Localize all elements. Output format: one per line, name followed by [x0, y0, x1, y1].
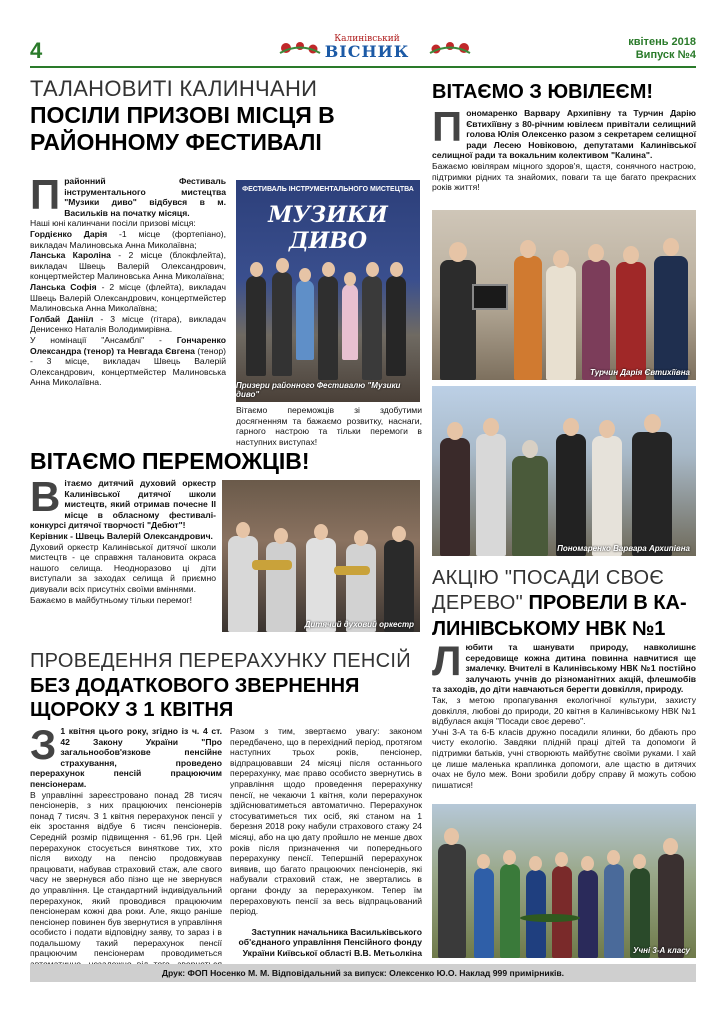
- header-rule: [30, 66, 696, 68]
- orchestra-photo-caption: Дитячий духовий оркестр: [304, 620, 414, 629]
- tree-p1: Так, з метою пропагування екологічної культури, захисту довкілля, любові до природи, 20 квітня в Калинівському НВК №1 відбулася акція "Посади своє дерево".: [432, 694, 696, 727]
- pension-kicker: ПРОВЕДЕННЯ ПЕРЕРАХУНКУ ПЕНСІЙ: [30, 650, 411, 672]
- issue-date: квітень 2018: [628, 36, 696, 48]
- pension-article: [30, 648, 422, 722]
- pension-col2: [230, 726, 422, 958]
- pension-col2-body: Разом з тим, звертаємо увагу: законом передбачено, що в перехідний період, протягом наступних трьох років, пенсіонер, відпрацювавши 24 місяці після останнього перерахунку, має право особисто звернутись в управління щодо проведення перерахунку пенсії, не чекаючи 1 квітня, коли перерахунок здійснюватиметься автоматично. Перерахунок стосуватиметься тих осіб, які станом на 1 березня 2018 року набули страхового стажу 24 місяці, або на цю дату пройшло не менше двох років після призначення чи попереднього перерахунку пенсії. Тепершній перерахунок виявив, що багато працюючих пенсіонерів, які набували страховий стаж, не звертались в органи фонду за перерахунком. Тепер їм перераховують пенсії за весь відпрацьований період.: [230, 726, 422, 917]
- winners-lead: ітаємо дитячий духовий оркестр Калинівської дитячої школи мистецтв, який отримав почесне ІІ місце в обласному фестивалі-конкурсі дитячої творчості "Дебют"!: [30, 478, 216, 531]
- tree-lead: юбити та шанувати природу, навколишнє середовище кожна дитина повинна навчитися ще змалечку. Вчителі в Калинівському НВК №1 постійно залучають учнів до різноманітних акцій, флешмобів та заходів, до діти навчаються берегти довкілля, природу.: [432, 642, 696, 695]
- jubilee-photo1-caption: Турчин Дарія Євтихіївна: [590, 368, 690, 377]
- pension-lead: 1 квітня цього року, згідно із ч. 4 ст. 42 Закону України "Про загальнообов'язкове пенсійне страхування, проведено перерахунок пенсій працюючим пенсіонерам.: [30, 726, 222, 789]
- tree-article: [432, 566, 696, 641]
- pension-title-line1: БЕЗ ДОДАТКОВОГО ЗВЕРНЕННЯ: [30, 675, 360, 697]
- floral-ornament-right-icon: [428, 38, 472, 58]
- festival-title-line1: ПОСІЛИ ПРИЗОВІ МІСЦЯ В: [30, 102, 335, 128]
- tree-photo: [432, 804, 696, 958]
- pension-dropcap: З: [30, 721, 57, 768]
- pension-col1: [30, 721, 222, 980]
- festival-winner-2: Ланська Кароліна - 2 місце (блокфлейта), викладач Швець Валерій Олександрович, концертмейстер Малиновська Анна Миколаївна;: [30, 250, 226, 282]
- festival-winner-1: Гордієнко Дарія -1 місце (фортепіано), викладач Малиновська Анна Миколаївна;: [30, 228, 227, 250]
- newspaper-logo: [292, 34, 442, 62]
- jubilee-photo-ponomarenko: [432, 386, 696, 556]
- pension-signature: Заступник начальника Васильківського об'єднаного управління Пенсійного фонду України Київської області В.В. Метьолкіна: [238, 926, 422, 958]
- festival-photo: [236, 180, 420, 402]
- issue-info: [628, 36, 696, 62]
- jubilee-title: ВІТАЄМО З ЮВІЛЕЄМ!: [432, 81, 654, 103]
- winners-title: ВІТАЄМО ПЕРЕМОЖЦІВ!: [30, 448, 310, 474]
- imprint-footer: Друк: ФОП Носенко М. М. Відповідальний за випуск: Олексенко Ю.О. Наклад 999 примірників.: [30, 964, 696, 982]
- logo-title: ВІСНИК: [324, 42, 410, 61]
- festival-lead: районний Фестиваль інструментального мистецтва "Музики диво" відбувся в м. Васильків на початку місяця.: [64, 176, 226, 218]
- festival-ensemble: У номінації "Ансамблі" - Гончаренко Олександра (тенор) та Невгада Євгена (тенор) - 3 місце, викладач Швець Валерій Олександрович, концертмейстер Малиновська Анна Миколаївна.: [30, 334, 226, 388]
- jubilee-article: [432, 80, 696, 104]
- jubilee-photo-turchyn: [432, 210, 696, 380]
- tree-title-line2: ДЕРЕВО" ПРОВЕЛИ В КА-: [432, 592, 687, 614]
- jubilee-wish: Бажаємо ювілярам міцного здоров'я, щастя, сонячного настрою, підтримки рідних та знайомих, поваги та ще багато прекрасних років життя!: [432, 160, 696, 193]
- festival-dropcap: П: [30, 171, 61, 218]
- festival-banner-small: ФЕСТИВАЛЬ ІНСТРУМЕНТАЛЬНОГО МИСТЕЦТВА: [242, 186, 414, 193]
- tree-photo-caption: Учні 3-А класу: [633, 946, 690, 955]
- festival-photo-caption: Призери районного Фестивалю "Музики диво": [236, 381, 401, 399]
- tree-title-line3: ЛИНІВСЬКОМУ НВК №1: [432, 618, 666, 640]
- masthead: [30, 34, 696, 70]
- festival-banner-big: МУЗИКИ ДИВО: [268, 202, 388, 254]
- pension-title-line2: ЩОРОКУ З 1 КВІТНЯ: [30, 699, 234, 721]
- festival-intro: Наші юні калинчани посіли призові місця:: [30, 218, 196, 229]
- pension-col1-body: В управлінні зареєстровано понад 28 тисяч пенсіонерів, з них працюючих пенсіонерів понад 7 тисяч. З 1 квітня перерахунок пенсії у еік зростання відбуе 6 тисяч пенсіонерів. Середній розмір підвищення - 61,96 грн. Цей перерахунок стосується виняткове тих, хто після виходу на пенсію продовжував працювати, набував страховий стаж, але свого часу не звернувся або пізно ще не звернувся до управління. Це стандартний індивідуальний перерахунок, який проводився працюючим пенсіонерам кожні два роки. Але, якщо раніше пенсіонер повинен був звернутися в управління особисто і подати відповідну заяву, то зараз і в подальшому такий перерахунок пенсії працюючим пенсіонерам проводиметься: [30, 789, 222, 959]
- issue-number: Випуск №4: [635, 49, 696, 61]
- winners-article: [30, 448, 422, 475]
- festival-winner-3: Ланська Софія - 2 місце (флейта), викладач Швець Валерій Олександрович, концертмейстер Малиновська Анна Миколаївна;: [30, 281, 226, 314]
- jubilee-lead: ономаренко Варвару Архипівну та Турчин Дарію Євтихіївну з 80-річним ювілеєм привітали селищний голова Юлія Олексенко разом з секретарем селищної ради Лесею Новіковою, депутатами Калинівської селищної ради та вокальним колективом "Калина".: [432, 108, 696, 161]
- jubilee-dropcap: П: [432, 103, 463, 150]
- festival-title-line2: РАЙОННОМУ ФЕСТИВАЛІ: [30, 129, 322, 155]
- festival-kicker: ТАЛАНОВИТІ КАЛИНЧАНИ: [30, 76, 318, 101]
- logo-subtitle: Калинівський: [334, 34, 400, 44]
- tree-p2: Учні 3-А та 6-Б класів дружно посадили ялинки, бо дбають про чисту екологію. Завдяки плідній праці дітей та допомоги й підтримки батьків, учні створюють майбутнє своїми руками. І хай це лише маленька краплинка допомоги, але щастю в дитячих очах не було меж. Вони зробили добру справу й можуть собою пишатися!: [432, 726, 696, 790]
- jubilee-photo2-caption: Пономаренко Варвара Архипівна: [557, 544, 690, 553]
- winners-body: Духовий оркестр Калинівської дитячої школи мистецтв - це справжня талановита окраса нашого селища. Неодноразово ці діти виступали за заходах селища й приємно дивували всіх присутніх своїми вміннями.: [30, 541, 216, 594]
- festival-closing: Вітаємо переможців зі здобутими досягненням та бажаємо розвитку, наснаги, гарного настрою та тільки перемоги в наступних виступах!: [236, 405, 422, 447]
- festival-article: [30, 76, 422, 156]
- tree-text: [432, 637, 696, 790]
- tree-kicker-line1: АКЦІЮ "ПОСАДИ СВОЄ: [432, 567, 665, 589]
- festival-text: [30, 171, 227, 388]
- winners-wish: Бажаємо в майбутньому тільки перемог!: [30, 594, 192, 605]
- tree-dropcap: Л: [432, 637, 462, 684]
- winners-dropcap: В: [30, 473, 61, 520]
- orchestra-photo: [222, 480, 420, 632]
- festival-winner-4: Голбай Данііл - 3 місце (гітара), викладач Денисенко Наталія Володимирівна.: [30, 313, 226, 335]
- winners-leader: Керівник - Швець Валерій Олександрович.: [30, 530, 213, 541]
- page-number: 4: [30, 38, 43, 63]
- jubilee-text: [432, 103, 696, 193]
- winners-text: [30, 473, 216, 605]
